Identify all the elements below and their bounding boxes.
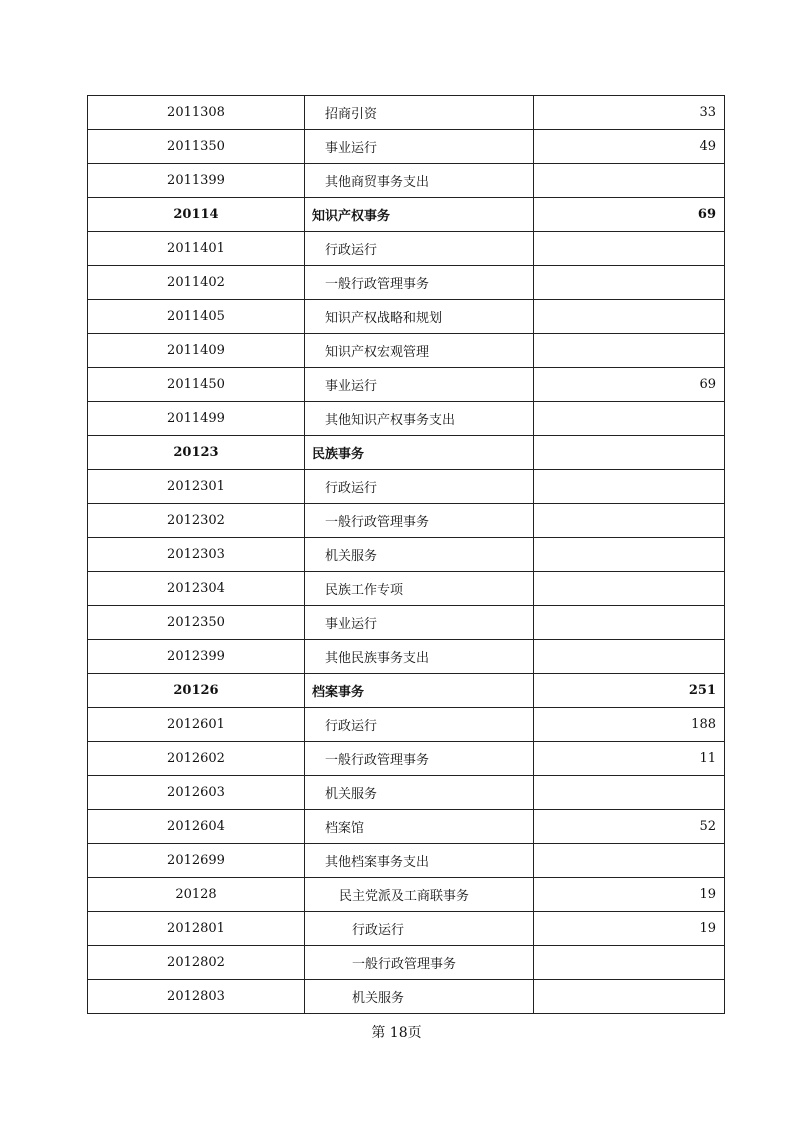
subject-code-cell: 2011499	[88, 402, 305, 436]
subject-code-cell: 20114	[88, 198, 305, 232]
subject-name-cell: 知识产权宏观管理	[305, 334, 534, 368]
table-row	[88, 402, 725, 436]
subject-code-cell: 2011402	[88, 266, 305, 300]
amount-cell	[534, 504, 725, 538]
subject-code-cell: 2012399	[88, 640, 305, 674]
table-row	[88, 538, 725, 572]
table-row	[88, 674, 725, 708]
subject-code-cell: 2011405	[88, 300, 305, 334]
subject-code-cell: 2011401	[88, 232, 305, 266]
amount-cell: 69	[534, 368, 725, 402]
table-row	[88, 946, 725, 980]
subject-code-cell: 2011308	[88, 96, 305, 130]
subject-code-cell: 2012304	[88, 572, 305, 606]
amount-cell	[534, 980, 725, 1014]
amount-cell	[534, 606, 725, 640]
amount-cell: 33	[534, 96, 725, 130]
subject-name-cell: 一般行政管理事务	[305, 504, 534, 538]
subject-code-cell: 20126	[88, 674, 305, 708]
table-row	[88, 606, 725, 640]
amount-cell: 69	[534, 198, 725, 232]
budget-table-body	[88, 96, 725, 1014]
subject-name-cell: 一般行政管理事务	[305, 946, 534, 980]
amount-cell	[534, 776, 725, 810]
table-row	[88, 776, 725, 810]
subject-code-cell: 2011350	[88, 130, 305, 164]
table-row	[88, 912, 725, 946]
subject-code-cell: 2012301	[88, 470, 305, 504]
subject-code-cell: 20123	[88, 436, 305, 470]
subject-code-cell: 2011399	[88, 164, 305, 198]
table-row	[88, 266, 725, 300]
table-row	[88, 334, 725, 368]
table-row	[88, 980, 725, 1014]
subject-code-cell: 2012603	[88, 776, 305, 810]
amount-cell: 19	[534, 912, 725, 946]
amount-cell	[534, 946, 725, 980]
subject-code-cell: 2012302	[88, 504, 305, 538]
subject-name-cell: 行政运行	[305, 470, 534, 504]
subject-name-cell: 机关服务	[305, 776, 534, 810]
subject-code-cell: 2012303	[88, 538, 305, 572]
amount-cell	[534, 402, 725, 436]
subject-code-cell: 2012602	[88, 742, 305, 776]
subject-name-cell: 事业运行	[305, 130, 534, 164]
table-row	[88, 300, 725, 334]
subject-name-cell: 一般行政管理事务	[305, 742, 534, 776]
subject-name-cell: 机关服务	[305, 538, 534, 572]
subject-name-cell: 档案事务	[305, 674, 534, 708]
amount-cell	[534, 266, 725, 300]
table-row	[88, 470, 725, 504]
amount-cell: 19	[534, 878, 725, 912]
subject-name-cell: 行政运行	[305, 708, 534, 742]
table-row	[88, 198, 725, 232]
subject-name-cell: 行政运行	[305, 232, 534, 266]
table-row	[88, 742, 725, 776]
subject-code-cell: 2012802	[88, 946, 305, 980]
subject-name-cell: 知识产权战略和规划	[305, 300, 534, 334]
table-row	[88, 164, 725, 198]
amount-cell	[534, 232, 725, 266]
table-row	[88, 844, 725, 878]
amount-cell	[534, 436, 725, 470]
subject-code-cell: 2011450	[88, 368, 305, 402]
subject-name-cell: 其他知识产权事务支出	[305, 402, 534, 436]
subject-name-cell: 民族工作专项	[305, 572, 534, 606]
amount-cell: 49	[534, 130, 725, 164]
subject-code-cell: 2012601	[88, 708, 305, 742]
subject-name-cell: 民主党派及工商联事务	[305, 878, 534, 912]
amount-cell: 251	[534, 674, 725, 708]
subject-name-cell: 其他民族事务支出	[305, 640, 534, 674]
table-row	[88, 504, 725, 538]
amount-cell	[534, 640, 725, 674]
subject-name-cell: 机关服务	[305, 980, 534, 1014]
subject-name-cell: 一般行政管理事务	[305, 266, 534, 300]
amount-cell	[534, 334, 725, 368]
subject-name-cell: 事业运行	[305, 606, 534, 640]
table-row	[88, 640, 725, 674]
subject-name-cell: 招商引资	[305, 96, 534, 130]
table-row	[88, 708, 725, 742]
amount-cell: 188	[534, 708, 725, 742]
subject-code-cell: 2012604	[88, 810, 305, 844]
table-row	[88, 232, 725, 266]
subject-name-cell: 知识产权事务	[305, 198, 534, 232]
subject-code-cell: 2012699	[88, 844, 305, 878]
table-row	[88, 96, 725, 130]
subject-code-cell: 2012801	[88, 912, 305, 946]
amount-cell	[534, 844, 725, 878]
table-row	[88, 130, 725, 164]
amount-cell	[534, 300, 725, 334]
table-row	[88, 368, 725, 402]
table-row	[88, 878, 725, 912]
subject-code-cell: 2012350	[88, 606, 305, 640]
subject-name-cell: 行政运行	[305, 912, 534, 946]
amount-cell: 52	[534, 810, 725, 844]
amount-cell	[534, 470, 725, 504]
subject-name-cell: 事业运行	[305, 368, 534, 402]
table-row	[88, 572, 725, 606]
subject-name-cell: 其他商贸事务支出	[305, 164, 534, 198]
budget-table	[87, 95, 725, 1014]
page-number: 第 18页	[371, 1025, 422, 1041]
amount-cell	[534, 538, 725, 572]
subject-code-cell: 2012803	[88, 980, 305, 1014]
subject-name-cell: 其他档案事务支出	[305, 844, 534, 878]
table-row	[88, 436, 725, 470]
subject-code-cell: 20128	[88, 878, 305, 912]
subject-name-cell: 档案馆	[305, 810, 534, 844]
subject-code-cell: 2011409	[88, 334, 305, 368]
table-row	[88, 810, 725, 844]
amount-cell	[534, 164, 725, 198]
amount-cell: 11	[534, 742, 725, 776]
subject-name-cell: 民族事务	[305, 436, 534, 470]
amount-cell	[534, 572, 725, 606]
